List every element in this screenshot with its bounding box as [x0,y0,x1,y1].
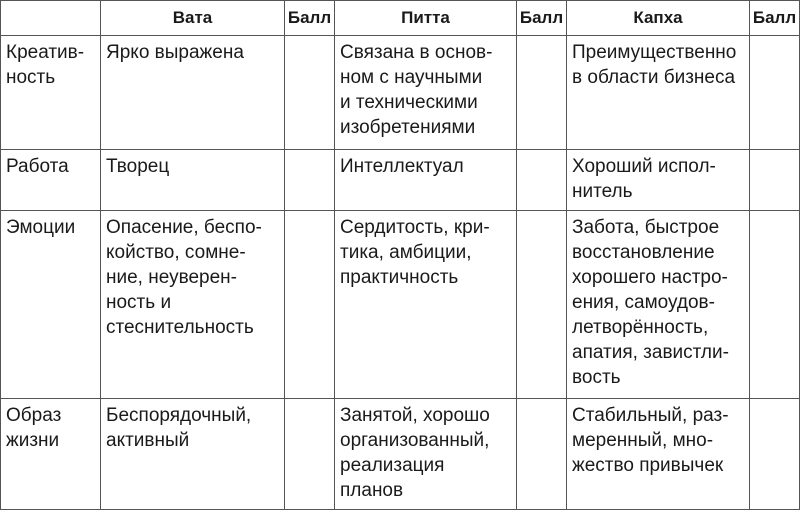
vata-cell: Ярко выражена [101,36,285,150]
vata-cell: Беспорядочный, активный [101,399,285,510]
score-cell-kapha [750,36,800,150]
score-cell-kapha [750,150,800,211]
table-row-creativity [1,36,800,150]
header-score-kapha: Балл [750,1,800,36]
vata-cell: Опасение, беспо- койство, сомне- ние, неуверен- ность и стеснительность [101,211,285,399]
score-cell-pitta [517,211,567,399]
score-cell-vata [285,211,335,399]
pitta-cell: Занятой, хорошо организованный, реализация планов [335,399,517,510]
score-cell-pitta [517,150,567,211]
score-cell-vata [285,36,335,150]
row-label: Работа [1,150,101,211]
row-label: Креатив- ность [1,36,101,150]
header-pitta: Питта [335,1,517,36]
row-label: Эмоции [1,211,101,399]
score-cell-kapha [750,211,800,399]
kapha-cell: Преимущественно в области бизнеса [567,36,750,150]
vata-cell: Творец [101,150,285,211]
table-row-emotions [1,211,800,399]
pitta-cell: Интеллектуал [335,150,517,211]
row-label: Образ жизни [1,399,101,510]
kapha-cell: Забота, быстрое восстановление хорошего настро- ения, самоудов- летворённость, апатия, завистли- вость [567,211,750,399]
kapha-cell: Хороший испол- нитель [567,150,750,211]
score-cell-pitta [517,399,567,510]
kapha-cell: Стабильный, раз- меренный, мно- жество привычек [567,399,750,510]
score-cell-kapha [750,399,800,510]
score-cell-vata [285,399,335,510]
table-row-work [1,150,800,211]
pitta-cell: Связана в основ- ном с научными и техническими изобретениями [335,36,517,150]
header-row [1,1,800,36]
header-vata: Вата [101,1,285,36]
table-row-lifestyle [1,399,800,510]
header-kapha: Капха [567,1,750,36]
header-score-vata: Балл [285,1,335,36]
score-cell-pitta [517,36,567,150]
header-score-pitta: Балл [517,1,567,36]
pitta-cell: Сердитость, кри- тика, амбиции, практичность [335,211,517,399]
header-empty [1,1,101,36]
score-cell-vata [285,150,335,211]
